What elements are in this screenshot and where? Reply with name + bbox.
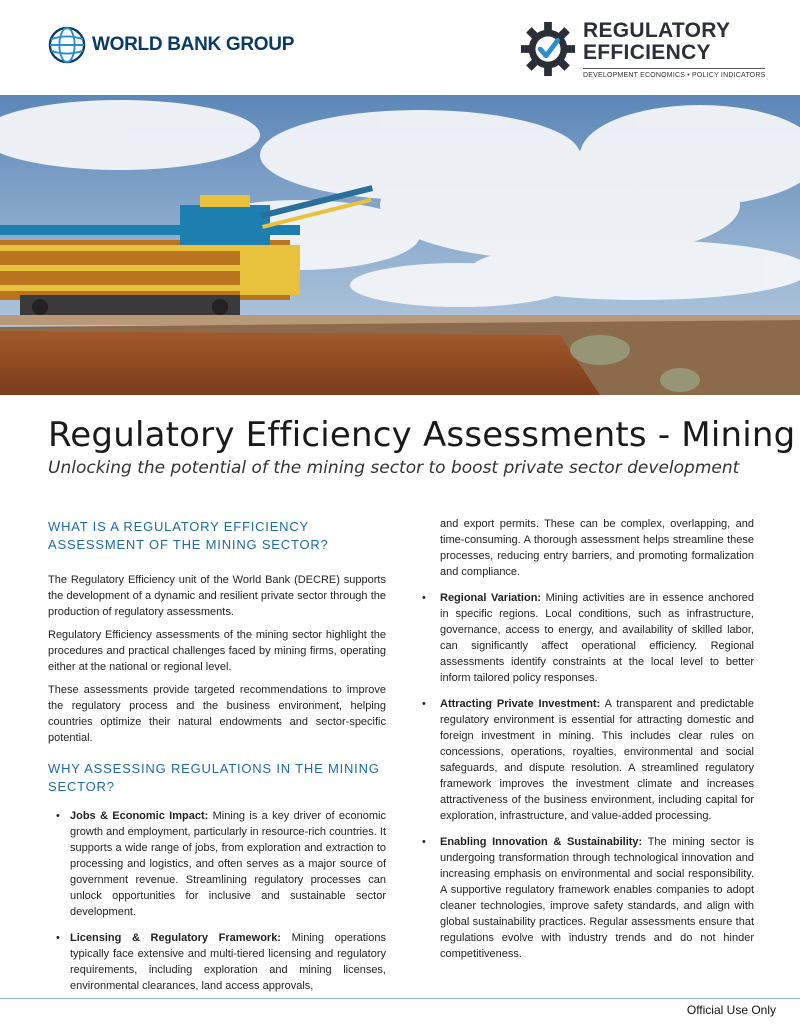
bullet-title: Licensing & Regulatory Framework:	[70, 932, 281, 944]
list-item	[420, 696, 754, 824]
bullet-text: Mining activities are in essence anchored in specific regions. Local conditions, such as infrastructure, governance, access to energy, and availability of skilled labor, can significantly affect operational efficiency. Regional assessments identify constraints at the local level to better inform tailored policy responses.	[440, 592, 754, 684]
re-logo-line2: EFFICIENCY	[583, 41, 711, 64]
footer-label: Official Use Only	[686, 1003, 776, 1017]
globe-icon	[48, 26, 86, 64]
list-item	[48, 808, 386, 920]
bullet-list	[420, 590, 754, 962]
regulatory-efficiency-logo[interactable]	[519, 20, 765, 79]
header	[0, 0, 800, 95]
bullet-text: Mining is a key driver of economic growth and employment, particularly in resource-rich countries. It supports a wide range of jobs, from exploration and extraction to processing and logistics, and often serves as a major source of government revenue. Streamlining regulatory processes can unlock opportunities for inclusive and sustainable sector development.	[70, 810, 386, 918]
bullet-title: Enabling Innovation & Sustainability:	[440, 836, 643, 848]
bullet-list	[48, 808, 386, 994]
bullet-title: Regional Variation:	[440, 592, 542, 604]
paragraph: The Regulatory Efficiency unit of the World Bank (DECRE) supports the development of a dynamic and resilient private sector through the production of regulatory assessments.	[48, 574, 386, 618]
paragraph: These assessments provide targeted recommendations to improve the regulatory process and the business environment, helping countries optimize their natural endowments and sector-specific potential.	[48, 684, 386, 744]
section-heading-why-assessing: WHY ASSESSING REGULATIONS IN THE MINING SECTOR?	[48, 761, 380, 794]
bullet-title: Attracting Private Investment:	[440, 698, 601, 710]
left-column	[48, 518, 386, 1004]
world-bank-logo[interactable]	[48, 26, 294, 64]
right-column	[420, 516, 754, 972]
gear-check-icon	[519, 20, 577, 78]
page-subtitle: Unlocking the potential of the mining sector to boost private sector development	[48, 458, 740, 478]
section-heading-what-is: WHAT IS A REGULATORY EFFICIENCY ASSESSMENT OF THE MINING SECTOR?	[48, 519, 329, 552]
hero-image-mining-rig	[0, 95, 800, 395]
re-logo-line1: REGULATORY	[583, 19, 731, 42]
bullet-title: Jobs & Economic Impact:	[70, 810, 209, 822]
list-item	[48, 930, 386, 994]
page-title: Regulatory Efficiency Assessments - Mining	[48, 415, 796, 455]
bullet-text: The mining sector is undergoing transformation through technological innovation and increasing emphasis on environmental and social responsibility. A supportive regulatory framework enables companies to adopt cleaner technologies, improve safety standards, and align with global sustainability practices. Regular assessments ensure that regulations evolve with industry trends and do not hinder competitiveness.	[440, 836, 754, 960]
footer-divider	[0, 998, 800, 999]
list-item	[420, 590, 754, 686]
re-logo-sub: DEVELOPMENT ECONOMICS • POLICY INDICATORS	[583, 68, 765, 79]
paragraph: Regulatory Efficiency assessments of the mining sector highlight the procedures and practical challenges faced by mining firms, operating either at the national or regional level.	[48, 629, 386, 673]
bullet-text: A transparent and predictable regulatory environment is essential for attracting domestic and foreign investment in mining. This includes clear rules on concessions, operations, royalties, environmental and social safeguards, and dispute resolution. A streamlined regulatory framework improves the investment climate and increases attractiveness of the business environment, including capital for exploration, infrastructure, and value-added processing.	[440, 698, 754, 822]
world-bank-logo-text: WORLD BANK GROUP	[92, 34, 295, 55]
paragraph-continued: and export permits. These can be complex, overlapping, and time-consuming. A thorough assessment helps streamline these processes, reducing entry barriers, and promoting formalization and compliance.	[440, 518, 754, 578]
bullet-text: Mining operations typically face extensive and multi-tiered licensing and regulatory requirements, including exploration and mining licenses, environmental clearances, land access approvals,	[70, 932, 386, 992]
list-item	[420, 834, 754, 962]
